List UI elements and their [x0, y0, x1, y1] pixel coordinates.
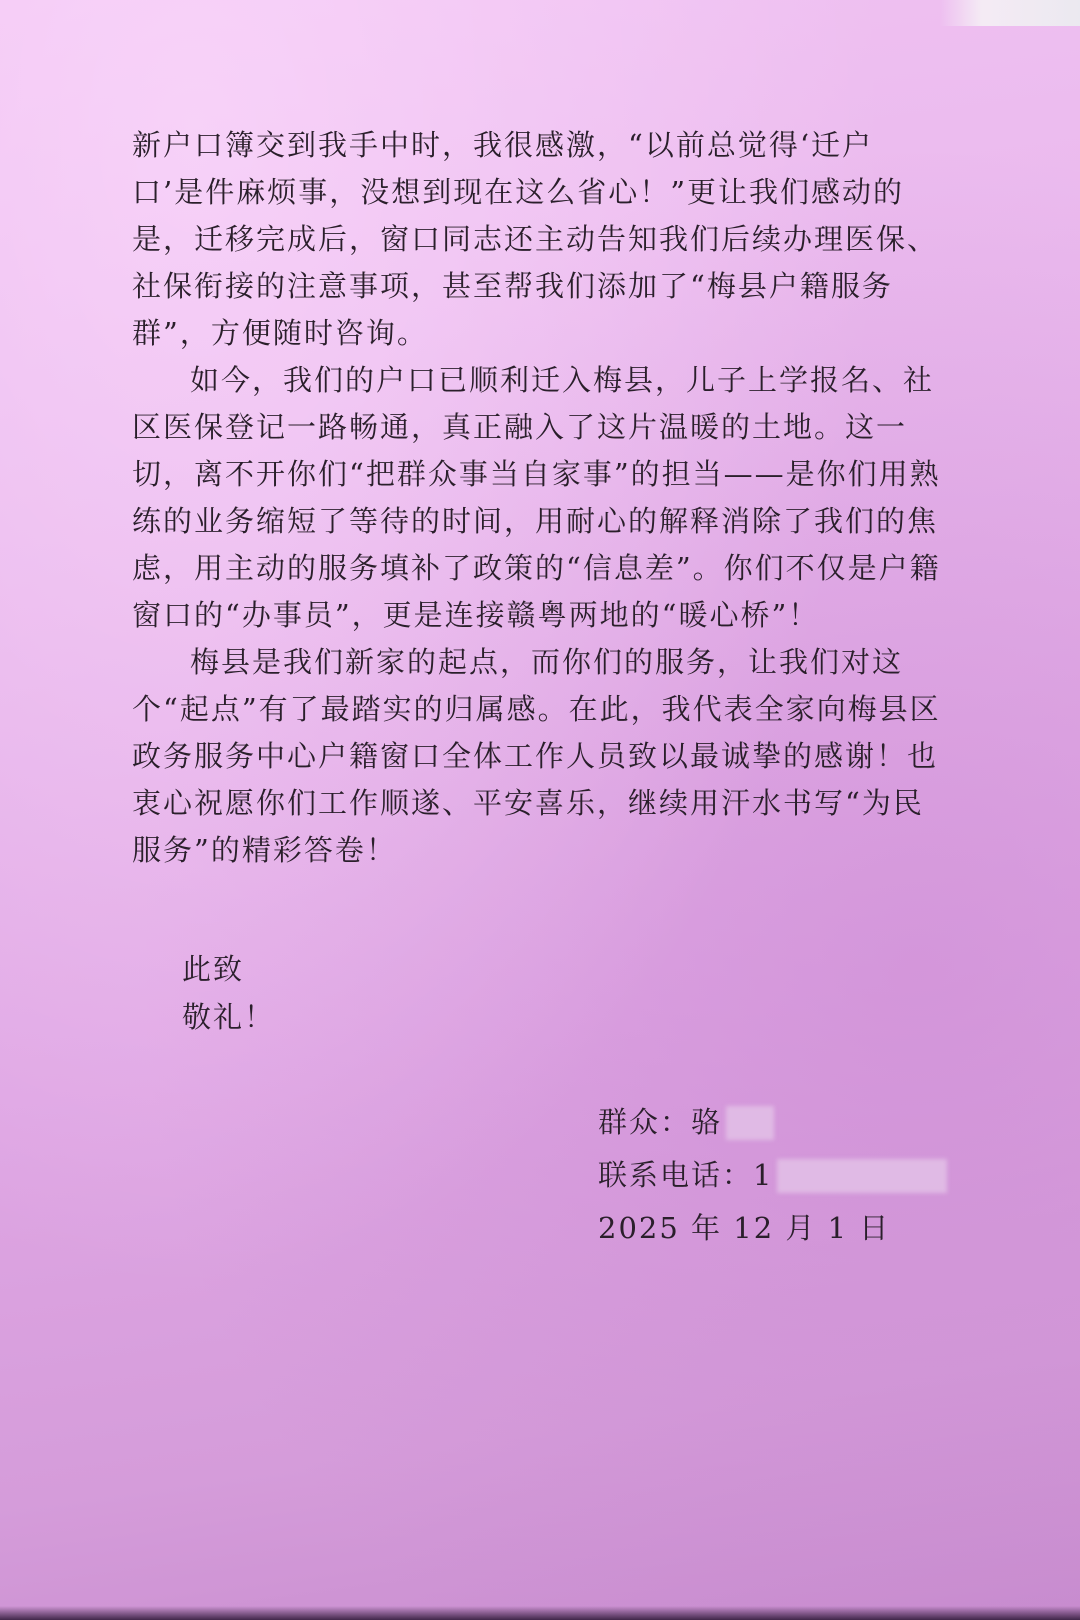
letter-signature: [598, 1096, 947, 1255]
sender-line: [598, 1096, 947, 1149]
letter-body: [132, 122, 944, 874]
letter-paragraph-3: 梅县是我们新家的起点，而你们的服务，让我们对这个“起点”有了最踏实的归属感。在此，我代表全家向梅县区政务服务中心户籍窗口全体工作人员致以最诚挚的感谢！也衷心祝愿你们工作顺遂、平安喜乐，继续用汗水书写“为民服务”的精彩答卷！: [132, 645, 941, 867]
closing-line-jingli: 敬礼！: [182, 1000, 276, 1034]
date-line: [598, 1202, 947, 1255]
sender-name: 群众：骆: [598, 1105, 723, 1139]
page-bottom-shadow: [0, 1606, 1080, 1620]
scan-edge-strip: [940, 0, 1080, 26]
letter-paragraph-2: 如今，我们的户口已顺利迁入梅县，儿子上学报名、社区医保登记一路畅通，真正融入了这片温暖的土地。这一切，离不开你们“把群众事当自家事”的担当——是你们用熟练的业务缩短了等待的时间，用耐心的解释消除了我们的焦虑，用主动的服务填补了政策的“信息差”。你们不仅是户籍窗口的“办事员”，更是连接赣粤两地的“暖心桥”！: [132, 363, 941, 632]
phone-text: 联系电话：1: [598, 1158, 774, 1192]
redacted-name-block: [726, 1106, 774, 1140]
letter-date: 2025 年 12 月 1 日: [598, 1211, 891, 1245]
letter-paragraph-1: 新户口簿交到我手中时，我很感激，“以前总觉得‘迁户口’是件麻烦事，没想到现在这么省心！”更让我们感动的是，迁移完成后，窗口同志还主动告知我们后续办理医保、社保衔接的注意事项，甚至帮我们添加了“梅县户籍服务群”，方便随时咨询。: [132, 128, 939, 350]
closing-line-cizhi: 此致: [182, 952, 245, 986]
redacted-phone-block: [777, 1159, 947, 1193]
phone-line: [598, 1149, 947, 1202]
letter-closing: [182, 945, 275, 1041]
